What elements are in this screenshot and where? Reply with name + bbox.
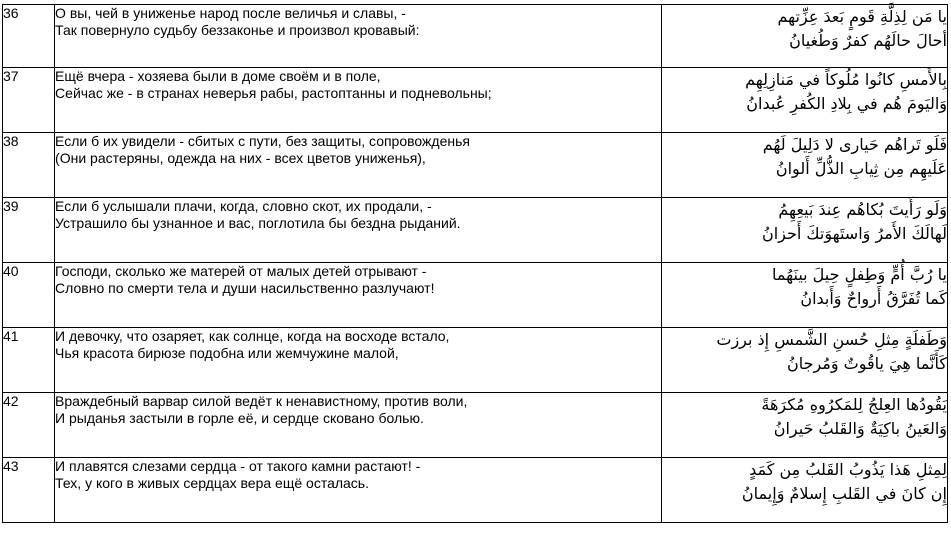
russian-line: Сейчас же - в странах неверья рабы, растоптанны и подневольны; bbox=[55, 85, 492, 101]
russian-line: Устрашило бы узнанное и вас, поглотила бы бездна рыданий. bbox=[55, 215, 461, 231]
russian-line: (Они растеряны, одежда на них - всех цветов униженья), bbox=[55, 150, 426, 166]
arabic-line: وَلَو رَأَيتَ بُكاهُم عِندَ بَيعِهِمُ bbox=[778, 200, 947, 219]
arabic-verse bbox=[661, 393, 947, 458]
table-row bbox=[3, 458, 948, 523]
table-row bbox=[3, 198, 948, 263]
arabic-line: إِن كانَ في القَلبِ إِسلامٌ وَإِيمانُ bbox=[741, 484, 947, 503]
arabic-line: يَقُودُها العِلجُ لِلمَكرُوهِ مُكرَهَةً bbox=[761, 395, 947, 414]
arabic-line: كَما تُفَرَّقُ أَرواحٌ وَأَبدانُ bbox=[800, 289, 947, 308]
russian-translation bbox=[55, 393, 662, 458]
table-row bbox=[3, 393, 948, 458]
russian-translation bbox=[55, 328, 662, 393]
russian-translation bbox=[55, 458, 662, 523]
arabic-line: أحالَ حالَهُم كفرٌ وَطُغيانُ bbox=[789, 31, 947, 50]
russian-line: Чья красота бирюзе подобна или жемчужине малой, bbox=[55, 345, 399, 361]
verse-number: 40 bbox=[3, 263, 55, 328]
arabic-line: وَطَفلَةٍ مِثلِ حُسنِ الشَّمسِ إِذ برزت bbox=[716, 330, 947, 349]
verse-number: 38 bbox=[3, 133, 55, 198]
russian-translation bbox=[55, 198, 662, 263]
arabic-verse bbox=[661, 5, 947, 68]
russian-translation bbox=[55, 68, 662, 133]
verse-table bbox=[2, 4, 948, 523]
russian-line: Если б их увидели - сбитых с пути, без защиты, сопровожденья bbox=[55, 133, 470, 149]
russian-line: Враждебный варвар силой ведёт к ненавистному, против воли, bbox=[55, 393, 468, 409]
verse-number: 39 bbox=[3, 198, 55, 263]
russian-line: Ещё вчера - хозяева были в доме своём и в поле, bbox=[55, 68, 381, 84]
russian-line: И плавятся слезами сердца - от такого камни растают! - bbox=[55, 458, 421, 474]
table-row bbox=[3, 68, 948, 133]
russian-translation bbox=[55, 133, 662, 198]
arabic-verse bbox=[661, 198, 947, 263]
russian-line: О вы, чей в униженье народ после величья и славы, - bbox=[55, 5, 406, 21]
arabic-line: وَالعَينُ باكِيَةٌ وَالقَلبُ حَيرانُ bbox=[773, 419, 947, 438]
table-row bbox=[3, 133, 948, 198]
arabic-line: يا رُبَّ أُمٍّ وَطِفلٍ حِيلَ بينَهُما bbox=[771, 265, 947, 284]
table-row bbox=[3, 263, 948, 328]
verse-number: 37 bbox=[3, 68, 55, 133]
arabic-line: يا مَن لِذِلَّةِ قَومٍ بَعدَ عِزِّتهم bbox=[777, 7, 947, 26]
table-row bbox=[3, 328, 948, 393]
russian-translation bbox=[55, 5, 662, 68]
russian-line: Господи, сколько же матерей от малых детей отрывают - bbox=[55, 263, 427, 279]
arabic-verse bbox=[661, 68, 947, 133]
arabic-line: بِالأَمسِ كانُوا مُلُوكاً في مَنازِلِهِم bbox=[745, 70, 947, 89]
verse-number: 43 bbox=[3, 458, 55, 523]
arabic-verse bbox=[661, 263, 947, 328]
verse-number: 41 bbox=[3, 328, 55, 393]
arabic-line: لَهالَكَ الأَمرُ وَاستَهوَتكَ أَحزانُ bbox=[761, 224, 947, 243]
arabic-line: عَلَيهِم مِن ثِيابِ الذُّلِّ أَلوانُ bbox=[775, 159, 947, 178]
russian-line: Так повернуло судьбу беззаконье и произвол кровавый: bbox=[55, 22, 420, 38]
russian-translation bbox=[55, 263, 662, 328]
russian-line: Тех, у кого в живых сердцах вера ещё осталась. bbox=[55, 475, 369, 491]
table-row bbox=[3, 5, 948, 68]
arabic-line: لِمِثلِ هَذا يَذُوبُ القَلبُ مِن كَمَدٍ bbox=[749, 460, 947, 479]
russian-line: Если б услышали плачи, когда, словно скот, их продали, - bbox=[55, 198, 432, 214]
arabic-line: وَاليَومَ هُم في بِلادِ الكُفرِ عُبدانُ bbox=[746, 94, 947, 113]
arabic-verse bbox=[661, 133, 947, 198]
verse-number: 42 bbox=[3, 393, 55, 458]
arabic-line: كَأَنَّما هِيَ ياقُوتٌ وَمُرجانُ bbox=[786, 354, 947, 373]
russian-line: И рыданья застыли в горле её, и сердце сковано болью. bbox=[55, 410, 424, 426]
arabic-verse bbox=[661, 328, 947, 393]
russian-line: Словно по смерти тела и души насильственно разлучают! bbox=[55, 280, 435, 296]
russian-line: И девочку, что озаряет, как солнце, когда на восходе встало, bbox=[55, 328, 450, 344]
verse-number: 36 bbox=[3, 5, 55, 68]
arabic-verse bbox=[661, 458, 947, 523]
arabic-line: فَلَو تَراهُم حَيارى لا دَلِيلَ لَهُم bbox=[762, 135, 947, 154]
